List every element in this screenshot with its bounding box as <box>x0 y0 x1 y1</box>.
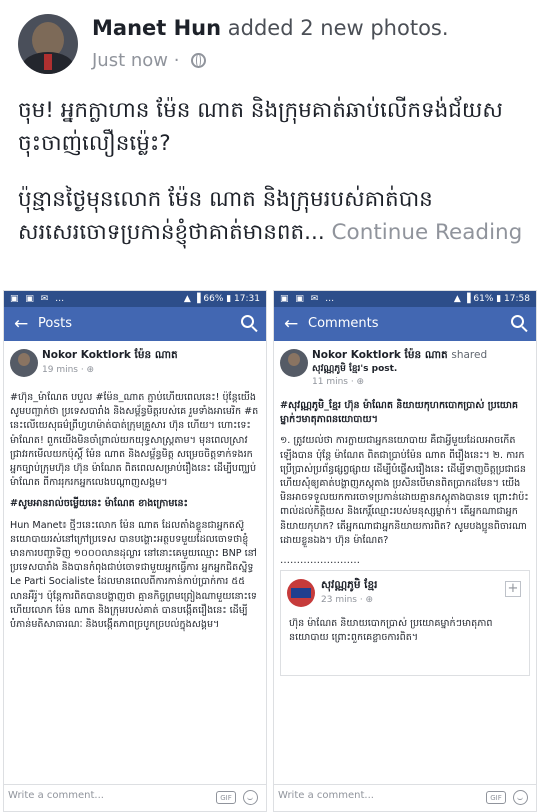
photo-screenshot-posts[interactable] <box>3 290 267 812</box>
search-icon <box>511 315 524 328</box>
shot-shared-suffix: 's post. <box>360 364 398 374</box>
meta-separator: · <box>173 50 180 71</box>
shared-page-name: សុវណ្ណភូមិ ខ្មែរ <box>321 579 378 592</box>
shot-shared-label: shared <box>451 349 488 361</box>
comment-bar <box>274 784 536 811</box>
app-bar-title: Posts <box>38 316 72 331</box>
back-arrow-icon: ← <box>14 314 29 334</box>
shot-time: 19 mins · ⊕ <box>42 365 95 375</box>
status-bar <box>4 291 266 307</box>
shot-author: Nokor Koktlork ម៉ែន ណាត <box>312 349 448 361</box>
shot-heading: #សូមអានរាល់ចម្លើយនេះ ម៉ាណែត ខាងក្រោមនេះ <box>10 498 188 510</box>
shot-paragraph: #ហ៊ុន_ម៉ាណែត បបួល #ម៉ែន_ណាត ភ្ជាប់ហើយពេលនេះ! ប៉ុន្តែយើង សូមបញ្ជាក់ថា ប្រទេសបារាំង និងសម្ព័ន្ធមិត្តរបស់គេ រួមទាំងអាមេរិក #តនេះលើយេសុធម៌ព្រីហ្វហម៉ាត់បាត់ក្រុមគ្រួសារ ហ៊ុន ហើយ។ ហោះទេះ ម៉ាណែត! ពួកយើងមិនចាំព្រាល់យកយុទ្ធសាស្ត្រតាម។ មុនពេលស្រាវជ្រាវរកមើលយកប៉ុស្តិ៍ ម៉ែន ណាត និងសម្ព័ន្ធមិត្ត សម្រេចចិត្តទាក់ទងរកអ្នកច្បាប់ក្រុមហ៊ុន ហ៊ុន ម៉ាណែត ពិតពេលសម្រាប់រឿងនេះ ដើម្បីបញ្ឈប់ម៉ាណែត ពីការរុករកអ្នកលេងបណ្តាញសង្គម។ <box>10 392 259 489</box>
shot-post-text <box>274 399 536 548</box>
shot-paragraph: ១. ត្រូវយល់ថា ការក្លាយជាអ្នកនយោបាយ គឺជាអ្វីមួយដែលអាចកើតឡើងបាន ប៉ុន្តែ ម៉ាណែត ពិតជាប្រាប់ម៉ែន ណាត ពីរឿងនេះ។ ២. ការក ប្រើប្រាស់ប្រព័ន្ធផ្សព្វផ្សាយ ដើម្បីបំផ្លើសរឿងនេះ ដើម្បីទាញចិត្តប្រជាជន ហើយសុំឲ្យគាត់បង្ហាញភស្តុតាង ប្រសិនបើមានពិតប្រាកដមែន។ យើងមិនអាចទទួលយកការចោទប្រកាន់ដោយគ្មានភស្តុតាងបានទេ ព្រោះវាប៉ះពាល់ដល់កិត្តិយស និងកេរ្តិ៍ឈ្មោះរបស់មនុស្សម្នាក់។ តើអ្នកណាជាអ្នកនិយាយកុហក? តើអ្នកណាជាអ្នកនិយាយការពិត? សូមបងប្អូនពិចារណាដោយខ្លួនឯង។ ហ៊ុន ម៉ាណែត? <box>280 435 529 546</box>
avatar-tie <box>44 54 52 70</box>
post-header <box>0 0 540 90</box>
app-bar <box>274 307 536 341</box>
plus-icon: + <box>505 581 521 597</box>
shot-avatar <box>10 349 38 377</box>
smile-icon <box>243 790 258 805</box>
gif-icon: GIF <box>216 791 236 804</box>
shot-shared-page: សុវណ្ណភូមិ ខ្មែរ <box>312 364 361 374</box>
status-icons: ▣ ▣ ✉ … <box>280 294 337 304</box>
author-avatar[interactable] <box>18 14 78 74</box>
post-meta <box>92 50 206 71</box>
post-body <box>18 94 523 272</box>
comment-input: Write a comment... <box>8 790 104 801</box>
status-battery-time: ▲ ▐ 66% ▮ 17:31 <box>183 294 260 304</box>
shared-post-text: ហ៊ុន ម៉ាណែត និយាយបោកប្រាស់ ប្រយោគម្នាក់ៗមាតុភាពនយោបាយ ព្រោះពួកគេខ្លាចការពិត។ <box>289 618 493 644</box>
post-text-line1: ចុម! អ្នកក្លាហាន ម៉ែន ណាត និងក្រុមគាត់ឆាប់លើកទង់ជ័យសចុះចាញ់លឿនម្ល៉េះ? <box>18 98 503 156</box>
status-battery-time: ▲ ▐ 61% ▮ 17:58 <box>453 294 530 304</box>
post-text-excerpt: ប៉ុន្មានថ្ងៃមុនលោក ម៉ែន ណាត និងក្រុមរបស់គាត់បានសរសេរចោទប្រកាន់ខ្ញុំថាគាត់មានពត... <box>18 187 433 245</box>
shot-shared-line <box>312 363 397 376</box>
back-arrow-icon: ← <box>284 314 299 334</box>
author-name[interactable]: Manet Hun <box>92 16 222 40</box>
shot-time: 11 mins · ⊕ <box>312 377 365 387</box>
app-bar-title: Comments <box>308 316 379 331</box>
shot-paragraph: Hun Manet៖ ថ្មីៗនេះលោក ម៉ែន ណាត ដែលតាំងខ្លួនជាអ្នកតស៊ូនយោបាយរស់នៅក្រៅប្រទេស បានបង្ហោះអត្ថបទមួយដែលចោទថាខ្ញុំមានការបញ្ជាទិញ ១០០០លានដុល្លារ នៅនោះគេមួយឈ្មោះ BNP នៅប្រទេសបារាំង និងបានកំពុងជាប់ចោទជាមួយអ្នកធ្វើការ អ្នកអ្នកជិតស្និទ្ធ Le Parti Socialiste ដែលមានពេលពីការកាន់កាប់ប្រាក់ការ ៥៥ លានអឺរ៉ូ។ ប៉ុន្តែការពិតបានបង្ហាញថា គ្មានកិច្ចព្រមព្រៀងណាមួយនោះទេ ហើយលោក ម៉ែន ណាត និងក្រុមរបស់គាត់ បានបង្កើតរឿងនេះ ដើម្បីបំភាន់មតិសាធារណៈ និងបង្កើតភាពច្របូកច្របល់ក្នុងសង្គម។ <box>10 519 258 631</box>
shared-post-card <box>280 570 530 676</box>
shot-post-header <box>4 341 266 391</box>
shot-paragraph: #សុវណ្ណភូមិ_ខ្មែរ ហ៊ុន ម៉ាណែត និយាយកុហកបោកប្រាស់ ប្រយោគ ម្នាក់ៗមាតុភាពនយោបាយ។ <box>280 400 519 426</box>
post-action: added 2 new photos. <box>227 16 449 40</box>
continue-reading-link[interactable]: Continue Reading <box>331 220 523 245</box>
shot-author: Nokor Koktlork ម៉ែន ណាត <box>42 349 178 361</box>
search-icon <box>241 315 254 328</box>
comment-bar <box>4 784 266 811</box>
post-time[interactable]: Just now <box>92 50 169 71</box>
shared-page-time: 23 mins · ⊕ <box>321 595 374 606</box>
comment-input: Write a comment... <box>278 790 374 801</box>
post-text-line2 <box>18 183 523 249</box>
shot-avatar <box>280 349 308 377</box>
app-bar <box>4 307 266 341</box>
shot-author-line <box>312 349 487 364</box>
smile-icon <box>513 790 528 805</box>
status-icons: ▣ ▣ ✉ … <box>10 294 67 304</box>
shot-divider-dots: …………………… <box>280 555 360 567</box>
status-bar <box>274 291 536 307</box>
shot-post-text <box>4 391 266 632</box>
globe-icon[interactable] <box>191 53 206 68</box>
author-line <box>92 16 449 40</box>
photo-screenshot-comments[interactable] <box>273 290 537 812</box>
gif-icon: GIF <box>486 791 506 804</box>
shared-page-avatar <box>287 579 315 607</box>
shot-post-header <box>274 341 536 399</box>
